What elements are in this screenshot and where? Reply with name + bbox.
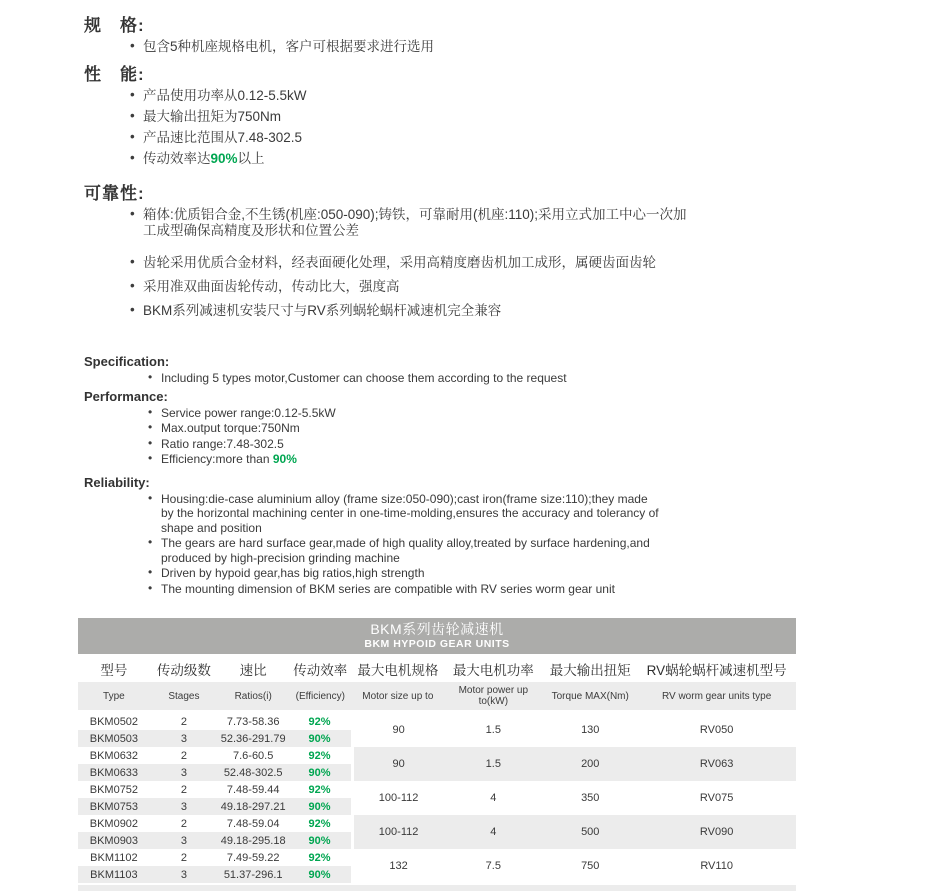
cell-rv-type: RV063 bbox=[637, 747, 796, 781]
col-subheader-torque: Torque MAX(Nm) bbox=[543, 682, 637, 712]
efficiency-suffix: 以上 bbox=[237, 151, 265, 166]
list-item: • 箱体:优质铝合金,不生锈(机座:050-090);铸铁，可靠耐用(机座:110);采用立式加工中心一次加工成型确保高精度及形状和位置公差 bbox=[130, 207, 699, 238]
table-row bbox=[78, 849, 796, 866]
header-row-cn bbox=[78, 654, 796, 682]
cell-torque: 130 bbox=[581, 724, 600, 736]
table-row bbox=[78, 712, 796, 731]
table-title-en: BKM HYPOID GEAR UNITS bbox=[364, 638, 510, 650]
cn-rel-heading: 可靠性: bbox=[84, 184, 145, 203]
cell-ratios: 7.6-60.5 bbox=[232, 749, 274, 762]
cell-stages: 3 bbox=[150, 832, 218, 849]
cell-ratios: 49.18-297.21 bbox=[218, 798, 288, 815]
list-item: • 产品速比范围从7.48-302.5 bbox=[130, 130, 798, 146]
table-title-cn: BKM系列齿轮减速机 bbox=[370, 621, 504, 637]
list-item: • Ratio range:7.48-302.5 bbox=[148, 437, 798, 452]
cell-type: BKM1103 bbox=[78, 866, 150, 883]
cell-type: BKM0752 bbox=[89, 783, 139, 796]
cell-efficiency: 92% bbox=[308, 715, 331, 728]
cell-motor-size: 100-112 bbox=[352, 815, 443, 849]
col-header-torque: 最大输出扭矩 bbox=[543, 654, 637, 682]
cell-rv-type: RV090 bbox=[637, 815, 796, 849]
cell-stages: 2 bbox=[180, 749, 187, 762]
cell-stages: 2 bbox=[180, 783, 187, 796]
cell-type: BKM0902 bbox=[89, 817, 139, 830]
list-item: • 最大输出扭矩为750Nm bbox=[130, 109, 798, 125]
col-subheader-motor-size: Motor size up to bbox=[352, 682, 443, 712]
cell-type: BKM1102 bbox=[90, 851, 138, 864]
cell-motor-size: 132 bbox=[352, 849, 443, 883]
cell-ratios: 7.48-59.04 bbox=[226, 817, 280, 830]
cell-stages: 2 bbox=[180, 817, 187, 830]
cell-motor-power: 1.5 bbox=[443, 747, 543, 781]
cell-motor-size: 90 bbox=[352, 747, 443, 781]
cn-perf-list bbox=[130, 88, 798, 167]
cn-rel-list bbox=[130, 207, 798, 319]
list-item: • The mounting dimension of BKM series are compatible with RV series worm gear unit bbox=[148, 582, 798, 597]
cell-efficiency: 90% bbox=[288, 764, 352, 781]
cell-type: BKM0632 bbox=[89, 749, 139, 762]
cell-efficiency: 90% bbox=[288, 866, 352, 883]
cell-type: BKM0633 bbox=[78, 764, 150, 781]
list-item: • 采用准双曲面齿轮传动，传动比大，强度高 bbox=[130, 279, 798, 295]
en-rel-list bbox=[148, 492, 798, 597]
list-item: • Driven by hypoid gear,has big ratios,high strength bbox=[148, 566, 798, 581]
table-bottom-strip bbox=[78, 885, 796, 891]
cell-torque: 500 bbox=[543, 815, 637, 849]
col-header-motor-power: 最大电机功率 bbox=[443, 654, 543, 682]
cell-torque: 350 bbox=[581, 792, 600, 804]
cell-efficiency: 92% bbox=[308, 783, 331, 796]
col-header-motor-size: 最大电机规格 bbox=[352, 654, 443, 682]
cell-stages: 3 bbox=[150, 866, 218, 883]
list-item: • Including 5 types motor,Customer can choose them according to the request bbox=[148, 371, 798, 386]
table-row bbox=[78, 747, 796, 764]
cell-stages: 3 bbox=[150, 798, 218, 815]
cell-ratios: 52.48-302.5 bbox=[218, 764, 288, 781]
cell-efficiency: 92% bbox=[308, 749, 331, 762]
col-subheader-type: Type bbox=[78, 682, 150, 712]
cell-ratios: 52.36-291.79 bbox=[218, 730, 288, 747]
cell-torque: 200 bbox=[543, 747, 637, 781]
en-spec-list bbox=[148, 371, 798, 386]
list-item: • BKM系列减速机安装尺寸与RV系列蜗轮蜗杆减速机完全兼容 bbox=[130, 303, 798, 319]
list-item: • Max.output torque:750Nm bbox=[148, 421, 798, 436]
efficiency-value: 90% bbox=[272, 452, 297, 466]
cell-type: BKM0903 bbox=[78, 832, 150, 849]
cn-spec-list bbox=[130, 39, 798, 55]
cell-ratios: 7.49-59.22 bbox=[226, 851, 280, 864]
en-spec-heading: Specification: bbox=[84, 354, 170, 369]
cell-efficiency: 92% bbox=[308, 851, 331, 864]
list-item: • 齿轮采用优质合金材料，经表面硬化处理，采用高精度磨齿机加工成形，属硬齿面齿轮 bbox=[130, 255, 798, 271]
col-header-type: 型号 bbox=[78, 654, 150, 682]
cell-motor-power: 7.5 bbox=[485, 860, 501, 872]
bkm-gear-units-table bbox=[78, 654, 796, 883]
en-perf-list bbox=[148, 406, 798, 467]
section-spacer bbox=[78, 324, 798, 351]
efficiency-text: Efficiency:more than bbox=[161, 452, 273, 466]
list-item: • 包含5种机座规格电机，客户可根据要求进行选用 bbox=[130, 39, 798, 55]
cell-stages: 3 bbox=[150, 730, 218, 747]
col-header-ratios: 速比 bbox=[218, 654, 288, 682]
col-header-efficiency: 传动效率 bbox=[288, 654, 352, 682]
efficiency-text: 传动效率达 bbox=[143, 151, 211, 166]
bkm-table-section bbox=[78, 618, 796, 891]
cn-spec-heading: 规 格: bbox=[84, 16, 145, 35]
col-subheader-stages: Stages bbox=[150, 682, 218, 712]
cell-efficiency: 90% bbox=[288, 730, 352, 747]
cell-ratios: 7.48-59.44 bbox=[226, 783, 280, 796]
cell-motor-power: 4 bbox=[490, 792, 497, 804]
table-row bbox=[78, 815, 796, 832]
cell-ratios: 49.18-295.18 bbox=[218, 832, 288, 849]
list-item: • Housing:die-case aluminium alloy (frame size:050-090);cast iron(frame size:110);they made by the horizontal machining center in one-time-molding,ensures the accuracy and tolerancy of shape and position bbox=[148, 492, 663, 536]
en-perf-heading: Performance: bbox=[84, 388, 168, 404]
table-row bbox=[78, 781, 796, 798]
col-subheader-motor-power: Motor power up to(kW) bbox=[443, 682, 543, 712]
col-subheader-efficiency: (Efficiency) bbox=[288, 682, 352, 712]
cell-rv-type: RV050 bbox=[699, 724, 734, 736]
col-header-stages: 传动级数 bbox=[150, 654, 218, 682]
cell-type: BKM0503 bbox=[78, 730, 150, 747]
col-header-rv-type: RV蜗轮蜗杆减速机型号 bbox=[637, 654, 796, 682]
en-rel-heading: Reliability: bbox=[84, 474, 150, 490]
table-title-bar bbox=[78, 618, 796, 654]
cell-rv-type: RV075 bbox=[699, 792, 734, 804]
list-item: • The gears are hard surface gear,made of high quality alloy,treated by surface hardening,and produced by high-precision grinding machine bbox=[148, 536, 663, 565]
list-item: • Service power range:0.12-5.5kW bbox=[148, 406, 798, 421]
col-subheader-ratios: Ratios(i) bbox=[218, 682, 288, 712]
col-subheader-rv-type: RV worm gear units type bbox=[637, 682, 796, 712]
cell-type: BKM0753 bbox=[78, 798, 150, 815]
cell-motor-size: 100-112 bbox=[352, 781, 443, 815]
cell-rv-type: RV110 bbox=[700, 860, 733, 872]
header-row-en bbox=[78, 682, 796, 712]
cell-stages: 2 bbox=[180, 715, 187, 728]
list-item bbox=[148, 452, 798, 467]
cell-torque: 750 bbox=[581, 860, 600, 872]
cell-efficiency: 90% bbox=[288, 798, 352, 815]
cell-efficiency: 90% bbox=[288, 832, 352, 849]
cell-efficiency: 92% bbox=[308, 817, 331, 830]
list-item: • 产品使用功率从0.12-5.5kW bbox=[130, 88, 798, 104]
cell-ratios: 7.73-58.36 bbox=[226, 715, 280, 728]
list-item bbox=[130, 151, 798, 167]
cell-type: BKM0502 bbox=[89, 715, 139, 728]
cell-motor-power: 4 bbox=[443, 815, 543, 849]
efficiency-value: 90% bbox=[210, 151, 238, 166]
cn-perf-heading: 性 能: bbox=[84, 65, 145, 84]
cell-motor-power: 1.5 bbox=[485, 724, 501, 736]
cell-stages: 2 bbox=[180, 851, 187, 864]
cell-stages: 3 bbox=[150, 764, 218, 781]
cell-motor-size: 90 bbox=[352, 712, 443, 748]
cell-ratios: 51.37-296.1 bbox=[218, 866, 288, 883]
